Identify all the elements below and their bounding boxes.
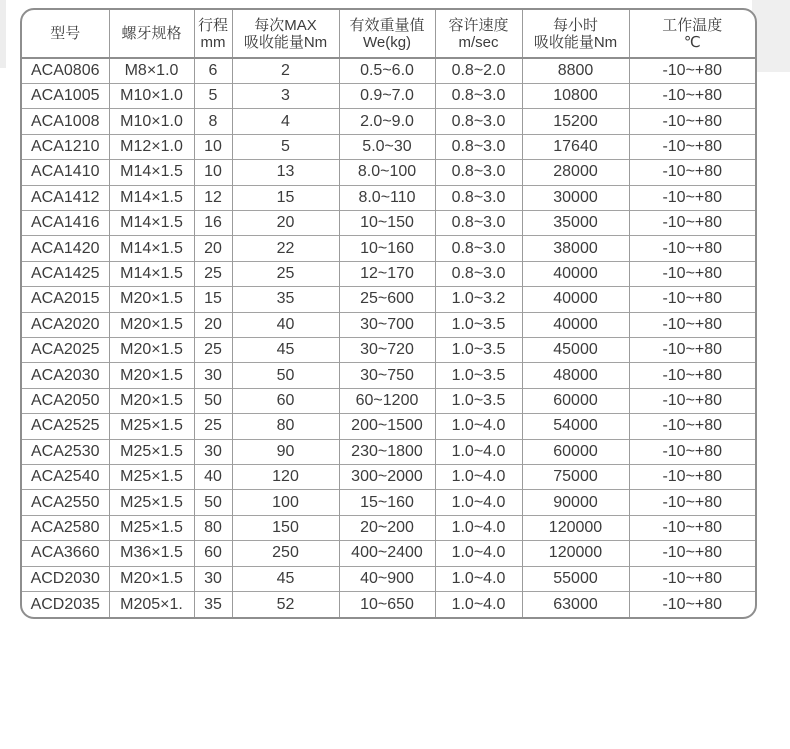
cell-temp: -10~+80 xyxy=(629,465,755,490)
cell-temp: -10~+80 xyxy=(629,566,755,591)
cell-hour_energy: 40000 xyxy=(522,312,629,337)
cell-hour_energy: 75000 xyxy=(522,465,629,490)
cell-weight: 0.5~6.0 xyxy=(339,58,435,83)
cell-speed: 0.8~2.0 xyxy=(435,58,522,83)
cell-model: ACA2025 xyxy=(22,337,109,362)
cell-max_energy: 90 xyxy=(232,439,339,464)
table-row xyxy=(22,83,755,108)
cell-model: ACA1425 xyxy=(22,261,109,286)
spec-table-body xyxy=(22,58,755,617)
cell-model: ACA3660 xyxy=(22,541,109,566)
top-right-decoration xyxy=(752,0,790,72)
cell-model: ACA2030 xyxy=(22,363,109,388)
header-thread: 螺牙规格 xyxy=(109,10,194,58)
cell-stroke: 30 xyxy=(194,363,232,388)
cell-stroke: 10 xyxy=(194,134,232,159)
cell-hour_energy: 90000 xyxy=(522,490,629,515)
cell-weight: 5.0~30 xyxy=(339,134,435,159)
cell-hour_energy: 54000 xyxy=(522,414,629,439)
cell-max_energy: 35 xyxy=(232,287,339,312)
cell-weight: 30~750 xyxy=(339,363,435,388)
cell-max_energy: 120 xyxy=(232,465,339,490)
cell-stroke: 50 xyxy=(194,388,232,413)
table-row xyxy=(22,287,755,312)
cell-thread: M205×1. xyxy=(109,592,194,617)
cell-max_energy: 80 xyxy=(232,414,339,439)
table-row xyxy=(22,160,755,185)
cell-thread: M36×1.5 xyxy=(109,541,194,566)
cell-speed: 1.0~4.0 xyxy=(435,465,522,490)
cell-hour_energy: 30000 xyxy=(522,185,629,210)
cell-speed: 1.0~4.0 xyxy=(435,439,522,464)
cell-thread: M25×1.5 xyxy=(109,515,194,540)
header-weight: 有效重量值 We(kg) xyxy=(339,10,435,58)
cell-temp: -10~+80 xyxy=(629,210,755,235)
cell-thread: M14×1.5 xyxy=(109,210,194,235)
cell-thread: M10×1.0 xyxy=(109,83,194,108)
table-row xyxy=(22,592,755,617)
cell-model: ACA1210 xyxy=(22,134,109,159)
cell-hour_energy: 28000 xyxy=(522,160,629,185)
cell-thread: M20×1.5 xyxy=(109,312,194,337)
cell-hour_energy: 120000 xyxy=(522,515,629,540)
cell-model: ACA2550 xyxy=(22,490,109,515)
cell-max_energy: 3 xyxy=(232,83,339,108)
cell-max_energy: 52 xyxy=(232,592,339,617)
table-row xyxy=(22,261,755,286)
cell-stroke: 30 xyxy=(194,439,232,464)
cell-stroke: 25 xyxy=(194,414,232,439)
left-edge-decoration xyxy=(0,0,6,68)
cell-max_energy: 150 xyxy=(232,515,339,540)
cell-hour_energy: 48000 xyxy=(522,363,629,388)
table-row xyxy=(22,312,755,337)
cell-thread: M10×1.0 xyxy=(109,109,194,134)
header-stroke: 行程 mm xyxy=(194,10,232,58)
cell-speed: 0.8~3.0 xyxy=(435,236,522,261)
cell-hour_energy: 17640 xyxy=(522,134,629,159)
cell-model: ACA1410 xyxy=(22,160,109,185)
cell-hour_energy: 40000 xyxy=(522,287,629,312)
table-row xyxy=(22,465,755,490)
cell-model: ACA1008 xyxy=(22,109,109,134)
cell-weight: 230~1800 xyxy=(339,439,435,464)
cell-temp: -10~+80 xyxy=(629,592,755,617)
cell-hour_energy: 8800 xyxy=(522,58,629,83)
cell-temp: -10~+80 xyxy=(629,261,755,286)
cell-max_energy: 45 xyxy=(232,566,339,591)
cell-max_energy: 45 xyxy=(232,337,339,362)
cell-thread: M25×1.5 xyxy=(109,439,194,464)
cell-thread: M25×1.5 xyxy=(109,490,194,515)
cell-temp: -10~+80 xyxy=(629,58,755,83)
cell-speed: 0.8~3.0 xyxy=(435,109,522,134)
table-row xyxy=(22,337,755,362)
cell-weight: 200~1500 xyxy=(339,414,435,439)
cell-stroke: 12 xyxy=(194,185,232,210)
cell-max_energy: 15 xyxy=(232,185,339,210)
cell-temp: -10~+80 xyxy=(629,160,755,185)
table-row xyxy=(22,515,755,540)
cell-stroke: 60 xyxy=(194,541,232,566)
cell-speed: 0.8~3.0 xyxy=(435,261,522,286)
cell-max_energy: 100 xyxy=(232,490,339,515)
table-row xyxy=(22,185,755,210)
table-row xyxy=(22,236,755,261)
cell-weight: 20~200 xyxy=(339,515,435,540)
cell-model: ACA2580 xyxy=(22,515,109,540)
cell-temp: -10~+80 xyxy=(629,134,755,159)
cell-model: ACA2020 xyxy=(22,312,109,337)
cell-weight: 30~720 xyxy=(339,337,435,362)
cell-thread: M14×1.5 xyxy=(109,236,194,261)
cell-weight: 10~150 xyxy=(339,210,435,235)
cell-hour_energy: 63000 xyxy=(522,592,629,617)
cell-speed: 1.0~3.5 xyxy=(435,337,522,362)
cell-model: ACA2015 xyxy=(22,287,109,312)
cell-temp: -10~+80 xyxy=(629,541,755,566)
cell-hour_energy: 45000 xyxy=(522,337,629,362)
cell-hour_energy: 120000 xyxy=(522,541,629,566)
cell-weight: 8.0~100 xyxy=(339,160,435,185)
table-row xyxy=(22,566,755,591)
cell-weight: 40~900 xyxy=(339,566,435,591)
cell-temp: -10~+80 xyxy=(629,83,755,108)
cell-model: ACA2050 xyxy=(22,388,109,413)
cell-thread: M20×1.5 xyxy=(109,566,194,591)
cell-thread: M25×1.5 xyxy=(109,414,194,439)
table-row xyxy=(22,134,755,159)
spec-table-header xyxy=(22,10,755,58)
cell-temp: -10~+80 xyxy=(629,236,755,261)
cell-thread: M12×1.0 xyxy=(109,134,194,159)
cell-speed: 1.0~3.2 xyxy=(435,287,522,312)
cell-weight: 8.0~110 xyxy=(339,185,435,210)
header-hour_energy: 每小时 吸收能量Nm xyxy=(522,10,629,58)
cell-max_energy: 25 xyxy=(232,261,339,286)
cell-max_energy: 20 xyxy=(232,210,339,235)
cell-hour_energy: 35000 xyxy=(522,210,629,235)
cell-temp: -10~+80 xyxy=(629,363,755,388)
table-row xyxy=(22,363,755,388)
cell-thread: M14×1.5 xyxy=(109,261,194,286)
cell-hour_energy: 15200 xyxy=(522,109,629,134)
cell-stroke: 50 xyxy=(194,490,232,515)
cell-speed: 1.0~4.0 xyxy=(435,566,522,591)
cell-speed: 1.0~3.5 xyxy=(435,388,522,413)
cell-max_energy: 4 xyxy=(232,109,339,134)
cell-model: ACD2030 xyxy=(22,566,109,591)
cell-weight: 15~160 xyxy=(339,490,435,515)
cell-temp: -10~+80 xyxy=(629,439,755,464)
cell-thread: M25×1.5 xyxy=(109,465,194,490)
cell-speed: 1.0~4.0 xyxy=(435,541,522,566)
cell-temp: -10~+80 xyxy=(629,337,755,362)
cell-weight: 400~2400 xyxy=(339,541,435,566)
cell-model: ACA0806 xyxy=(31,61,100,79)
cell-hour_energy: 38000 xyxy=(522,236,629,261)
cell-temp: -10~+80 xyxy=(629,287,755,312)
cell-speed: 1.0~3.5 xyxy=(435,363,522,388)
spec-table-container xyxy=(20,8,757,619)
cell-model: ACA1412 xyxy=(22,185,109,210)
cell-stroke: 25 xyxy=(194,337,232,362)
cell-model: ACA2540 xyxy=(22,465,109,490)
header-speed: 容许速度 m/sec xyxy=(435,10,522,58)
cell-temp: -10~+80 xyxy=(629,185,755,210)
cell-stroke: 5 xyxy=(194,83,232,108)
cell-hour_energy: 55000 xyxy=(522,566,629,591)
cell-hour_energy: 60000 xyxy=(522,388,629,413)
cell-speed: 0.8~3.0 xyxy=(435,185,522,210)
cell-speed: 0.8~3.0 xyxy=(435,160,522,185)
cell-max_energy: 50 xyxy=(232,363,339,388)
cell-stroke: 80 xyxy=(194,515,232,540)
cell-temp: -10~+80 xyxy=(629,109,755,134)
cell-stroke: 6 xyxy=(194,58,232,83)
cell-stroke: 30 xyxy=(194,566,232,591)
table-row xyxy=(22,439,755,464)
table-row xyxy=(22,58,755,83)
table-row xyxy=(22,414,755,439)
cell-hour_energy: 40000 xyxy=(522,261,629,286)
cell-max_energy: 13 xyxy=(232,160,339,185)
cell-model: ACA1420 xyxy=(22,236,109,261)
cell-thread: M20×1.5 xyxy=(109,337,194,362)
cell-weight: 10~650 xyxy=(339,592,435,617)
cell-stroke: 25 xyxy=(194,261,232,286)
cell-weight: 0.9~7.0 xyxy=(339,83,435,108)
cell-stroke: 40 xyxy=(194,465,232,490)
cell-stroke: 20 xyxy=(194,236,232,261)
table-row xyxy=(22,541,755,566)
cell-stroke: 10 xyxy=(194,160,232,185)
cell-thread: M20×1.5 xyxy=(109,388,194,413)
cell-hour_energy: 60000 xyxy=(522,439,629,464)
cell-max_energy: 40 xyxy=(232,312,339,337)
cell-hour_energy: 10800 xyxy=(522,83,629,108)
cell-speed: 1.0~4.0 xyxy=(435,414,522,439)
cell-stroke: 35 xyxy=(194,592,232,617)
cell-temp: -10~+80 xyxy=(629,388,755,413)
cell-stroke: 20 xyxy=(194,312,232,337)
spec-table xyxy=(22,10,755,617)
cell-thread: M20×1.5 xyxy=(109,363,194,388)
cell-weight: 60~1200 xyxy=(339,388,435,413)
cell-thread: M14×1.5 xyxy=(109,185,194,210)
cell-thread: M20×1.5 xyxy=(109,287,194,312)
cell-weight: 25~600 xyxy=(339,287,435,312)
header-temp: 工作温度 ℃ xyxy=(629,10,755,58)
table-row xyxy=(22,388,755,413)
cell-temp: -10~+80 xyxy=(629,515,755,540)
cell-weight: 2.0~9.0 xyxy=(339,109,435,134)
cell-max_energy: 60 xyxy=(232,388,339,413)
cell-model: ACA2530 xyxy=(22,439,109,464)
cell-temp: -10~+80 xyxy=(629,414,755,439)
cell-max_energy: 5 xyxy=(232,134,339,159)
table-row xyxy=(22,109,755,134)
cell-weight: 12~170 xyxy=(339,261,435,286)
cell-max_energy: 250 xyxy=(232,541,339,566)
header-row xyxy=(22,10,755,58)
cell-speed: 0.8~3.0 xyxy=(435,83,522,108)
cell-weight: 10~160 xyxy=(339,236,435,261)
cell-max_energy: 2 xyxy=(232,58,339,83)
cell-model: ACA1005 xyxy=(22,83,109,108)
cell-thread: M14×1.5 xyxy=(109,160,194,185)
cell-speed: 0.8~3.0 xyxy=(435,134,522,159)
table-row xyxy=(22,490,755,515)
cell-model: ACD2035 xyxy=(22,592,109,617)
cell-thread: M8×1.0 xyxy=(109,58,194,83)
cell-stroke: 15 xyxy=(194,287,232,312)
cell-stroke: 8 xyxy=(194,109,232,134)
cell-speed: 0.8~3.0 xyxy=(435,210,522,235)
cell-speed: 1.0~3.5 xyxy=(435,312,522,337)
cell-speed: 1.0~4.0 xyxy=(435,490,522,515)
cell-model: ACA2525 xyxy=(22,414,109,439)
header-max_energy: 每次MAX 吸收能量Nm xyxy=(232,10,339,58)
cell-weight: 30~700 xyxy=(339,312,435,337)
cell-speed: 1.0~4.0 xyxy=(435,592,522,617)
table-row xyxy=(22,210,755,235)
header-model: 型号 xyxy=(22,10,109,58)
cell-model: ACA1416 xyxy=(22,210,109,235)
cell-weight: 300~2000 xyxy=(339,465,435,490)
cell-stroke: 16 xyxy=(194,210,232,235)
cell-temp: -10~+80 xyxy=(629,312,755,337)
cell-speed: 1.0~4.0 xyxy=(435,515,522,540)
cell-temp: -10~+80 xyxy=(629,490,755,515)
cell-max_energy: 22 xyxy=(232,236,339,261)
